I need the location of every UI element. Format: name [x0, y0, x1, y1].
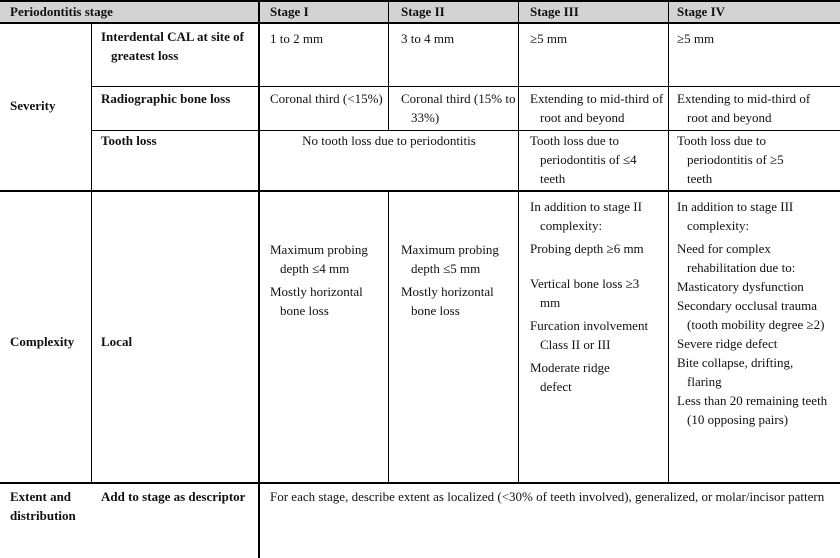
complexity-item: In addition to stage III complexity:: [677, 199, 794, 233]
bone-loss-stage-4: Extending to mid-third of root and beyond: [677, 91, 811, 125]
header-stage-3: Stage III: [530, 4, 579, 19]
extent-descriptor-label: Add to stage as descriptor: [101, 489, 246, 504]
cal-label: Interdental CAL at site of greatest loss: [101, 29, 244, 63]
rule: [518, 0, 519, 482]
complexity-item: Less than 20 remaining teeth (10 opposing pairs): [677, 393, 828, 427]
extent-description: For each stage, describe extent as localized (<30% of teeth involved), generalized, or molar/incisor pattern: [270, 489, 825, 504]
complexity-item: Maximum probing depth ≤4 mm: [270, 242, 368, 276]
complexity-label: Complexity: [10, 334, 75, 349]
header-stage-label: Periodontitis stage: [10, 4, 113, 19]
complexity-item: Moderate ridge defect: [530, 360, 610, 394]
bone-loss-stage-3: Extending to mid-third of root and beyond: [530, 91, 664, 125]
rule: [388, 0, 389, 130]
complexity-item: Bite collapse, drifting, flaring: [677, 355, 794, 389]
complexity-item: Probing depth ≥6 mm: [530, 241, 644, 256]
header-stage-4: Stage IV: [677, 4, 726, 19]
rule: [0, 482, 840, 484]
rule: [0, 22, 840, 24]
severity-label: Severity: [10, 98, 56, 113]
header-stage-2: Stage II: [401, 4, 445, 19]
tooth-loss-label: Tooth loss: [101, 133, 157, 148]
rule: [91, 23, 92, 482]
cal-stage-4: ≥5 mm: [677, 31, 715, 46]
complexity-stage-3: [530, 197, 665, 400]
cal-stage-3: ≥5 mm: [530, 31, 568, 46]
bone-loss-stage-1: Coronal third (<15%): [270, 91, 383, 106]
rule: [91, 86, 840, 87]
complexity-local-label: Local: [101, 334, 133, 349]
header-stage-1: Stage I: [270, 4, 309, 19]
rule: [388, 191, 389, 482]
complexity-item: Severe ridge defect: [677, 336, 778, 351]
complexity-item: Masticatory dysfunction: [677, 279, 804, 294]
cal-stage-2: 3 to 4 mm: [401, 31, 455, 46]
rule: [258, 0, 260, 558]
tooth-loss-stage-3: Tooth loss due to periodontitis of ≤4 teeth: [530, 133, 637, 186]
complexity-stage-1: [270, 240, 385, 324]
complexity-item: Mostly horizontal bone loss: [270, 284, 363, 318]
extent-label: Extent and distribution: [10, 489, 76, 523]
complexity-item: Maximum probing depth ≤5 mm: [401, 242, 499, 276]
bone-loss-label: Radiographic bone loss: [101, 91, 231, 106]
complexity-item: Vertical bone loss ≥3 mm: [530, 276, 640, 310]
rule: [0, 190, 840, 192]
tooth-loss-stage-1-2: No tooth loss due to periodontitis: [302, 133, 476, 148]
complexity-item: Mostly horizontal bone loss: [401, 284, 494, 318]
rule: [668, 0, 669, 482]
complexity-stage-4: [677, 197, 837, 429]
cal-stage-1: 1 to 2 mm: [270, 31, 324, 46]
tooth-loss-stage-4: Tooth loss due to periodontitis of ≥5 teeth: [677, 133, 784, 186]
complexity-item: Need for complex rehabilitation due to:: [677, 241, 796, 275]
bone-loss-stage-2: Coronal third (15% to 33%): [401, 91, 516, 125]
complexity-stage-2: [401, 240, 516, 324]
complexity-item: Secondary occlusal trauma (tooth mobility degree ≥2): [677, 298, 825, 332]
complexity-item: Furcation involvement Class II or III: [530, 318, 649, 352]
complexity-item: In addition to stage II complexity:: [530, 199, 642, 233]
